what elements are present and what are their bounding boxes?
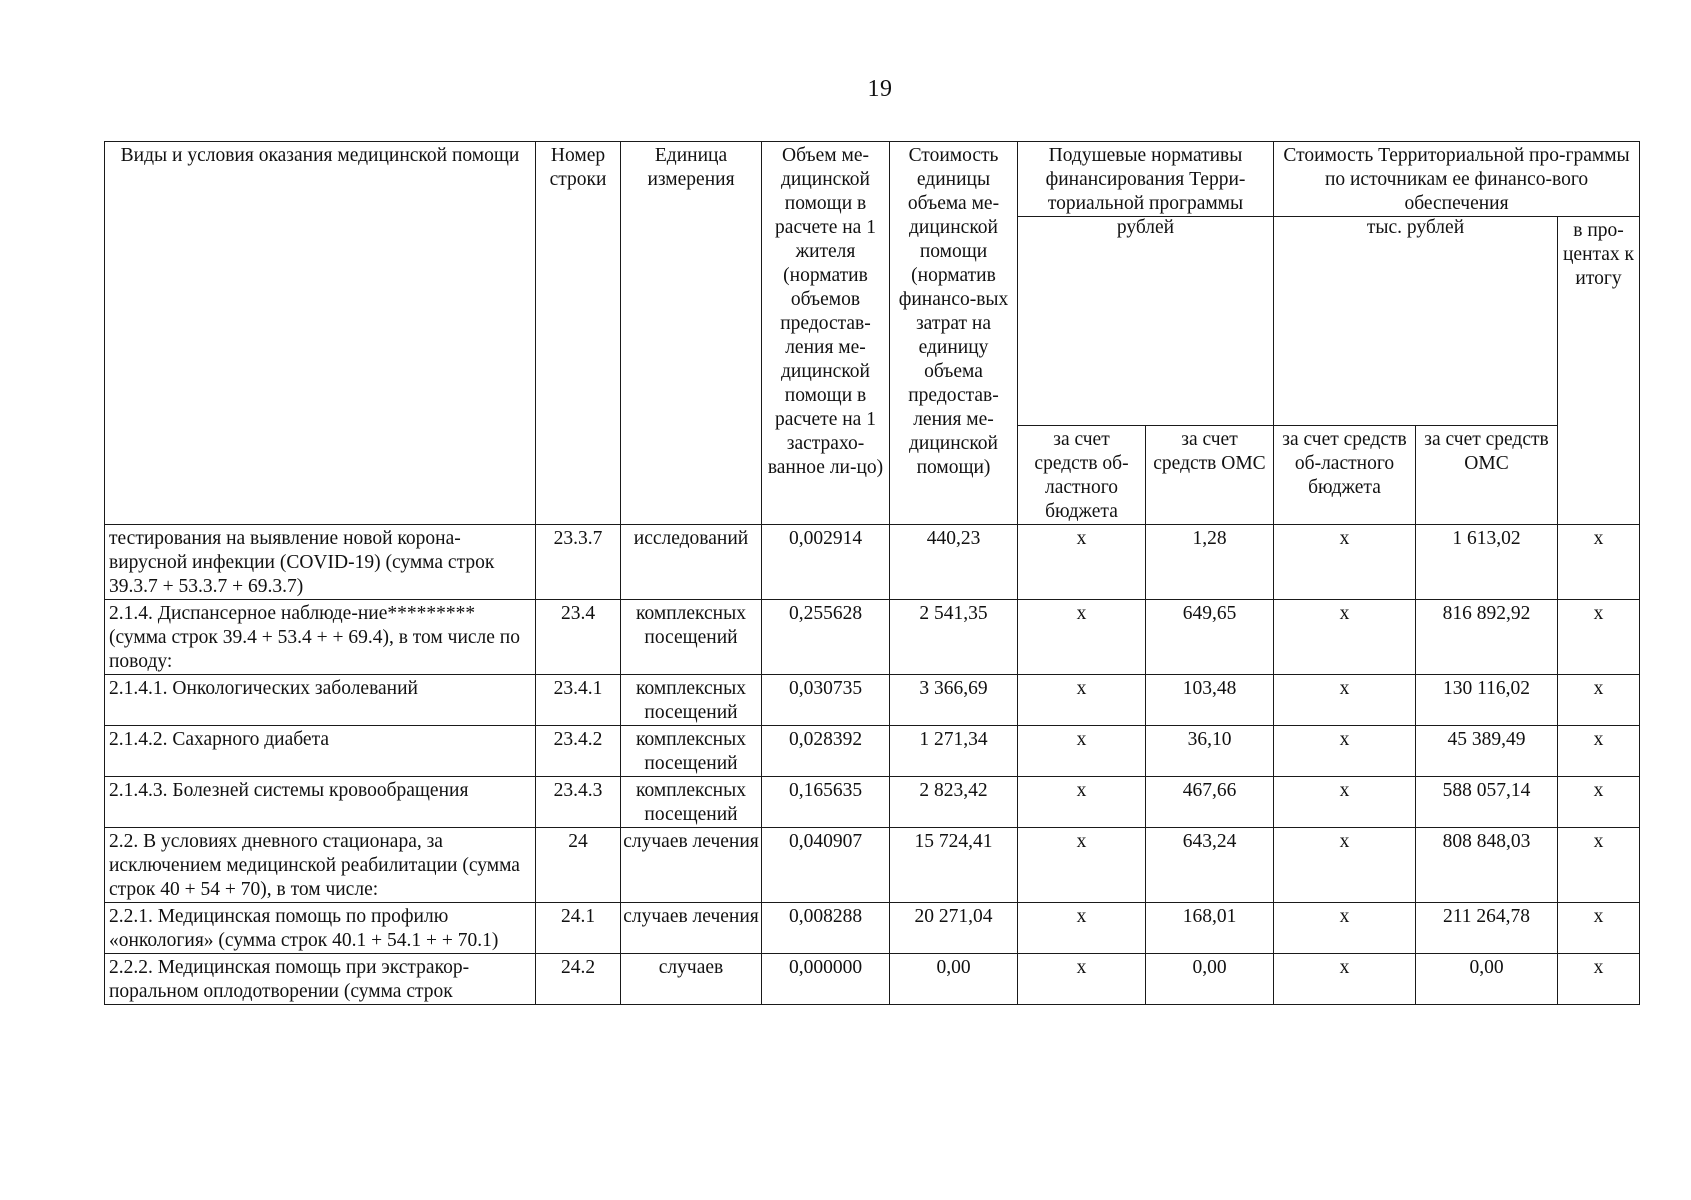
cell-cost: 1 271,34 [890,726,1018,777]
cell-pc-budget: х [1018,525,1146,600]
cell-volume: 0,000000 [762,954,890,1005]
header-total-cost: Стоимость Территориальной про-граммы по источникам ее финансо-вого обеспечения [1274,142,1640,217]
cell-cost: 440,23 [890,525,1018,600]
cell-pc-budget: х [1018,675,1146,726]
header-unit: Единица измерения [621,142,762,525]
cell-tot-budget: х [1274,777,1416,828]
financing-table [104,141,1640,1005]
cell-tot-budget: х [1274,600,1416,675]
header-rubles: рублей [1018,217,1274,426]
cell-number: 23.4 [536,600,621,675]
cell-unit: случаев [621,954,762,1005]
cell-name: 2.1.4. Диспансерное наблюде-ние********* (сумма строк 39.4 + 53.4 + + 69.4), в том числе по поводу: [105,600,536,675]
cell-percent: х [1558,675,1640,726]
cell-percent: х [1558,600,1640,675]
cell-unit: случаев лечения [621,903,762,954]
cell-number: 23.4.3 [536,777,621,828]
cell-name: 2.1.4.1. Онкологических заболеваний [105,675,536,726]
cell-cost: 2 823,42 [890,777,1018,828]
cell-number: 24.2 [536,954,621,1005]
page-number: 19 [867,76,893,102]
cell-unit: комплексных посещений [621,726,762,777]
cell-unit: исследований [621,525,762,600]
cell-unit: комплексных посещений [621,600,762,675]
cell-number: 24 [536,828,621,903]
cell-pc-budget: х [1018,726,1146,777]
header-pc-oms: за счет средств ОМС [1146,426,1274,525]
header-tot-budget: за счет средств об-ластного бюджета [1274,426,1416,525]
table-row [105,726,1640,777]
cell-tot-oms: 816 892,92 [1416,600,1558,675]
header-row-1 [105,142,1640,217]
header-volume: Объем ме-дицинской помощи в расчете на 1 жителя (норматив объемов предостав-ления ме-дицинской помощи в расчете на 1 застрахо-ванное ли-цо) [762,142,890,525]
cell-percent: х [1558,777,1640,828]
cell-pc-oms: 643,24 [1146,828,1274,903]
cell-tot-oms: 130 116,02 [1416,675,1558,726]
cell-tot-oms: 211 264,78 [1416,903,1558,954]
header-type: Виды и условия оказания медицинской помощи [105,142,536,525]
cell-percent: х [1558,903,1640,954]
table-row [105,954,1640,1005]
cell-pc-oms: 467,66 [1146,777,1274,828]
cell-number: 23.4.2 [536,726,621,777]
cell-volume: 0,040907 [762,828,890,903]
cell-pc-budget: х [1018,600,1146,675]
cell-pc-oms: 103,48 [1146,675,1274,726]
cell-volume: 0,002914 [762,525,890,600]
table-row [105,828,1640,903]
cell-volume: 0,165635 [762,777,890,828]
cell-volume: 0,255628 [762,600,890,675]
cell-pc-oms: 1,28 [1146,525,1274,600]
table-row [105,675,1640,726]
header-pc-budget: за счет средств об-ластного бюджета [1018,426,1146,525]
cell-tot-budget: х [1274,726,1416,777]
cell-cost: 0,00 [890,954,1018,1005]
header-cost: Стоимость единицы объема ме-дицинской помощи (норматив финансо-вых затрат на единицу объема предостав-ления ме-дицинской помощи) [890,142,1018,525]
header-row-number: Номер строки [536,142,621,525]
cell-tot-budget: х [1274,675,1416,726]
header-thousand-rubles: тыс. рублей [1274,217,1558,426]
cell-name: 2.1.4.3. Болезней системы кровообращения [105,777,536,828]
table-row [105,777,1640,828]
header-per-capita: Подушевые нормативы финансирования Терри-ториальной программы [1018,142,1274,217]
cell-volume: 0,008288 [762,903,890,954]
cell-tot-oms: 0,00 [1416,954,1558,1005]
cell-unit: комплексных посещений [621,675,762,726]
cell-tot-oms: 45 389,49 [1416,726,1558,777]
header-tot-oms: за счет средств ОМС [1416,426,1558,525]
cell-unit: случаев лечения [621,828,762,903]
cell-pc-budget: х [1018,777,1146,828]
cell-tot-oms: 808 848,03 [1416,828,1558,903]
table-row [105,600,1640,675]
cell-name: 2.2. В условиях дневного стационара, за исключением медицинской реабилитации (сумма строк 40 + 54 + 70), в том числе: [105,828,536,903]
cell-pc-oms: 649,65 [1146,600,1274,675]
cell-tot-oms: 588 057,14 [1416,777,1558,828]
cell-name: 2.1.4.2. Сахарного диабета [105,726,536,777]
cell-tot-budget: х [1274,954,1416,1005]
cell-tot-oms: 1 613,02 [1416,525,1558,600]
cell-name: 2.2.2. Медицинская помощь при экстракор-поральном оплодотворении (сумма строк [105,954,536,1005]
cell-tot-budget: х [1274,903,1416,954]
cell-tot-budget: х [1274,525,1416,600]
cell-pc-oms: 0,00 [1146,954,1274,1005]
cell-pc-budget: х [1018,954,1146,1005]
cell-tot-budget: х [1274,828,1416,903]
cell-name: тестирования на выявление новой корона-вирусной инфекции (COVID-19) (сумма строк 39.3.7 + 53.3.7 + 69.3.7) [105,525,536,600]
cell-name: 2.2.1. Медицинская помощь по профилю «онкология» (сумма строк 40.1 + 54.1 + + 70.1) [105,903,536,954]
cell-unit: комплексных посещений [621,777,762,828]
cell-percent: х [1558,726,1640,777]
cell-percent: х [1558,525,1640,600]
cell-pc-budget: х [1018,903,1146,954]
cell-cost: 3 366,69 [890,675,1018,726]
cell-percent: х [1558,954,1640,1005]
cell-number: 23.4.1 [536,675,621,726]
cell-cost: 2 541,35 [890,600,1018,675]
cell-pc-budget: х [1018,828,1146,903]
cell-number: 24.1 [536,903,621,954]
table-row [105,903,1640,954]
header-percent: в про-центах к итогу [1558,217,1640,525]
cell-volume: 0,028392 [762,726,890,777]
cell-cost: 20 271,04 [890,903,1018,954]
table-row [105,525,1640,600]
cell-pc-oms: 168,01 [1146,903,1274,954]
cell-pc-oms: 36,10 [1146,726,1274,777]
cell-cost: 15 724,41 [890,828,1018,903]
cell-volume: 0,030735 [762,675,890,726]
cell-number: 23.3.7 [536,525,621,600]
cell-percent: х [1558,828,1640,903]
